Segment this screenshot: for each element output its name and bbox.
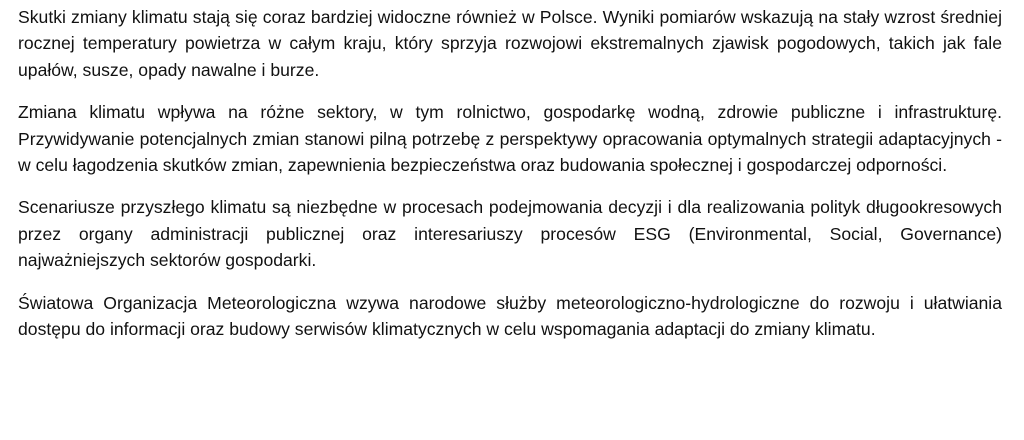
paragraph-future-scenarios: Scenariusze przyszłego klimatu są niezbędne w procesach podejmowania decyzji i dla realizowania polityk długookresowych przez organy administracji publicznej oraz interesariuszy procesów ESG (Environmental, Social, Governance) najważniejszych sektorów gospodarki. [18,197,1002,271]
paragraph-sectors-impact: Zmiana klimatu wpływa na różne sektory, w tym rolnictwo, gospodarkę wodną, zdrowie publiczne i infrastrukturę. Przywidywanie potencjalnych zmian stanowi pilną potrzebę z perspektywy opracowania optymalnych strategii adaptacyjnych - w celu łagodzenia skutków zmian, zapewnienia bezpieczeństwa oraz budowania społecznej i gospodarczej odporności. [18,102,1002,176]
paragraph-wmo-call: Światowa Organizacja Meteorologiczna wzywa narodowe służby meteorologiczno-hydrologiczne do rozwoju i ułatwiania dostępu do informacji oraz budowy serwisów klimatycznych w celu wspomagania adaptacji do zmiany klimatu. [18,292,1002,340]
paragraph-climate-effects: Skutki zmiany klimatu stają się coraz bardziej widoczne również w Polsce. Wyniki pomiarów wskazują na stały wzrost średniej rocznej temperatury powietrza w całym kraju, który sprzyja rozwojowi ekstremalnych zjawisk pogodowych, takich jak fale upałów, susze, opady nawalne i burze. [18,7,1002,80]
